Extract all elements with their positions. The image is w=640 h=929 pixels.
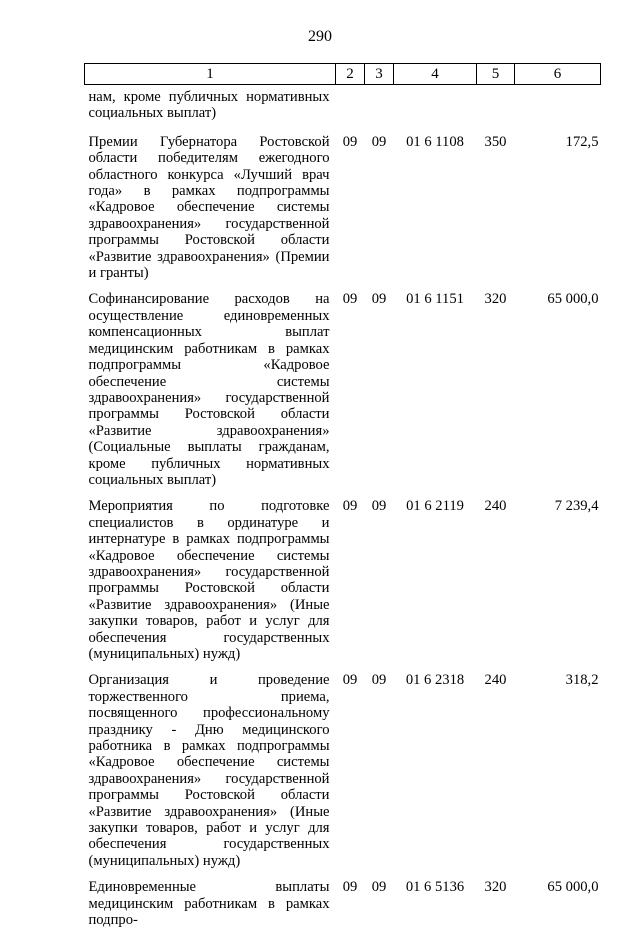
row-expense-type: 350 [484,133,507,150]
header-col-4: 4 [394,64,477,85]
row-amount: 65 000,0 [547,879,599,896]
row-amount: 172,5 [565,133,599,150]
continuation-text: нам, кроме публичных нормативных социальных выплат) [88,89,330,122]
row-amount: 65 000,0 [547,291,599,308]
table-row [85,662,601,869]
header-col-3: 3 [365,64,394,85]
row-target-code: 01 6 1108 [406,133,464,150]
header-col-6: 6 [515,64,601,85]
row-description: Премии Губернатора Ростовской области победителям ежегодного областного конкурса «Лучший врач года» в рамках подпрограммы «Кадровое обеспечение системы здравоохранения» государственной программы Ростовской области «Развитие здравоохранения» (Премии и гранты) [88,133,330,282]
row-target-code: 01 6 2119 [406,498,464,515]
header-col-5: 5 [477,64,515,85]
row-section: 09 [342,672,358,689]
row-section: 09 [342,498,358,515]
row-section: 09 [342,879,358,896]
row-target-code: 01 6 2318 [405,672,465,689]
table-body [85,85,601,929]
row-expense-type: 240 [484,498,507,515]
row-subsection: 09 [371,672,387,689]
row-subsection: 09 [371,291,387,308]
row-section: 09 [342,291,358,308]
header-col-2: 2 [336,64,365,85]
row-description: Софинансирование расходов на осуществление единовременных компенсационных выплат медицинским работникам в рамках подпрограммы «Кадровое обеспечение системы здравоохранения» государственной программы Ростовской области «Развитие здравоохранения» (Социальные выплаты гражданам, кроме публичных нормативных социальных выплат) [88,291,330,488]
header-row [85,64,601,85]
row-target-code: 01 6 5136 [405,879,465,896]
row-amount: 7 239,4 [554,498,599,515]
row-subsection: 09 [371,498,387,515]
continuation-row [85,85,601,122]
row-description: Организация и проведение торжественного приема, посвященного профессиональному празднику - Дню медицинского работника в рамках подпрограммы «Кадровое обеспечение системы здравоохранения» государственной программы Ростовской области «Развитие здравоохранения» (Иные закупки товаров, работ и услуг для обеспечения государственных (муниципальных) нужд) [88,672,330,869]
table-row [85,488,601,662]
budget-table [84,63,601,929]
row-description: Единовременные выплаты медицинским работникам в рамках подпро- [88,879,330,929]
table-row [85,122,601,282]
row-expense-type: 320 [484,291,507,308]
row-description: Мероприятия по подготовке специалистов в ординатуре и интернатуре в рамках подпрограммы «Кадровое обеспечение системы здравоохранения» государственной программы Ростовской области «Развитие здравоохранения» (Иные закупки товаров, работ и услуг для обеспечения государственных (муниципальных) нужд) [88,498,330,662]
row-subsection: 09 [371,879,387,896]
header-col-1: 1 [85,64,336,85]
row-target-code: 01 6 1151 [406,291,464,308]
row-subsection: 09 [371,133,387,150]
row-amount: 318,2 [565,672,599,689]
page-number: 290 [308,28,332,45]
table-header [85,64,601,85]
row-section: 09 [342,133,358,150]
row-expense-type: 240 [484,672,507,689]
table-row [85,869,601,928]
table-row [85,281,601,488]
row-expense-type: 320 [484,879,507,896]
